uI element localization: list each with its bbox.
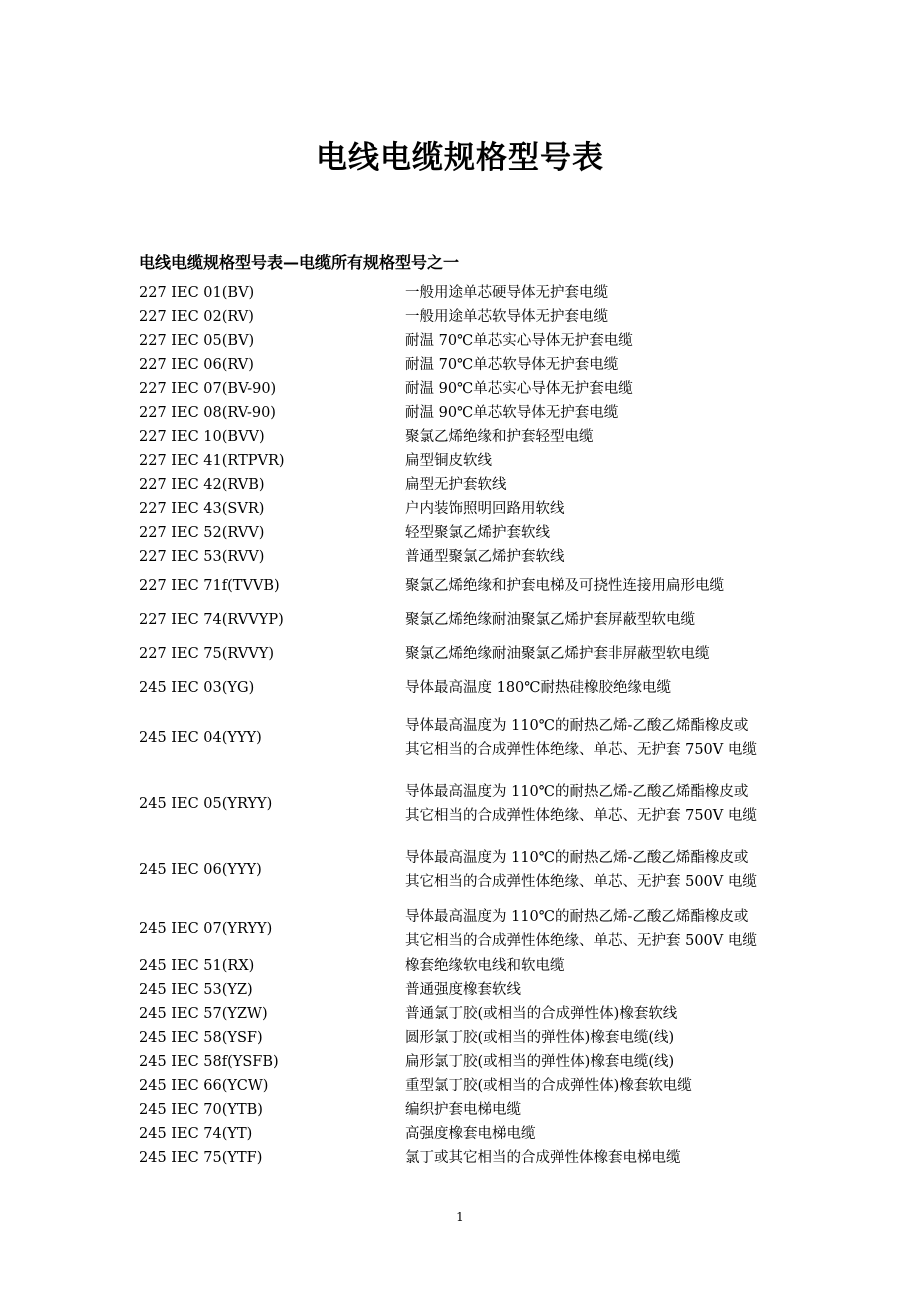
table-row [139, 903, 799, 954]
table-row [139, 837, 799, 903]
cable-description [405, 521, 799, 545]
cable-description-line: 其它相当的合成弹性体绝缘、单芯、无护套 750V 电缆 [405, 808, 757, 824]
cable-model: 227 IEC 05(BV) [139, 333, 255, 349]
cable-model: 245 IEC 07(YRYY) [139, 920, 273, 937]
cable-description-line: 氯丁或其它相当的合成弹性体橡套电梯电缆 [405, 1150, 681, 1166]
table-row [139, 545, 799, 569]
page-number: 1 [456, 1210, 464, 1224]
cable-spec-table [139, 281, 799, 1170]
cable-model: 245 IEC 57(YZW) [139, 1006, 268, 1022]
table-row [139, 425, 799, 449]
cable-description [405, 1074, 799, 1098]
cable-model: 245 IEC 53(YZ) [139, 982, 253, 998]
table-row [139, 671, 799, 705]
cable-description-line: 一般用途单芯软导体无护套电缆 [405, 309, 608, 325]
cable-description-line: 扁形氯丁胶(或相当的弹性体)橡套电缆(线) [405, 1054, 675, 1070]
cable-model: 227 IEC 41(RTPVR) [139, 453, 285, 469]
cable-model: 245 IEC 06(YYY) [139, 862, 262, 878]
cable-description [405, 671, 799, 705]
cable-description [405, 377, 799, 401]
table-row [139, 497, 799, 521]
table-row [139, 637, 799, 671]
cable-description-line: 聚氯乙烯绝缘耐油聚氯乙烯护套非屏蔽型软电缆 [405, 646, 710, 662]
cable-description-line: 圆形氯丁胶(或相当的弹性体)橡套电缆(线) [405, 1030, 675, 1046]
cable-spec-table-body [139, 281, 799, 1170]
cable-description [405, 1146, 799, 1170]
cable-model: 227 IEC 74(RVVYP) [139, 612, 284, 628]
table-row [139, 1002, 799, 1026]
cable-description-line: 其它相当的合成弹性体绝缘、单芯、无护套 500V 电缆 [405, 874, 757, 890]
cable-description-line: 导体最高温度为 110℃的耐热乙烯-乙酸乙烯酯橡皮或 [405, 784, 749, 800]
cable-model: 227 IEC 71f(TVVB) [139, 578, 280, 594]
cable-model: 245 IEC 51(RX) [139, 958, 255, 974]
cable-model: 245 IEC 58(YSF) [139, 1030, 263, 1046]
cable-description [405, 603, 799, 637]
table-row [139, 401, 799, 425]
cable-description [405, 1098, 799, 1122]
cable-description [405, 837, 799, 903]
cable-description [405, 978, 799, 1002]
cable-model: 227 IEC 52(RVV) [139, 525, 265, 541]
table-row [139, 1122, 799, 1146]
cable-model: 227 IEC 53(RVV) [139, 549, 265, 565]
cable-description [405, 401, 799, 425]
cable-model: 227 IEC 42(RVB) [139, 477, 265, 493]
cable-description-line: 普通氯丁胶(或相当的合成弹性体)橡套软线 [405, 1006, 678, 1022]
table-row [139, 377, 799, 401]
table-row [139, 603, 799, 637]
cable-description-line: 一般用途单芯硬导体无护套电缆 [405, 285, 608, 301]
table-row [139, 978, 799, 1002]
cable-description [405, 771, 799, 837]
cable-model: 245 IEC 70(YTB) [139, 1102, 263, 1118]
cable-description [405, 329, 799, 353]
cable-description-line: 高强度橡套电梯电缆 [405, 1126, 536, 1142]
cable-description [405, 425, 799, 449]
cable-description-line: 耐温 70℃单芯实心导体无护套电缆 [405, 333, 633, 349]
table-row [139, 1098, 799, 1122]
cable-model: 227 IEC 08(RV-90) [139, 405, 276, 421]
table-row [139, 1074, 799, 1098]
table-row [139, 449, 799, 473]
table-row [139, 705, 799, 771]
cable-description-line: 导体最高温度为 110℃的耐热乙烯-乙酸乙烯酯橡皮或 [405, 850, 749, 866]
cable-model: 245 IEC 58f(YSFB) [139, 1054, 279, 1070]
cable-model: 245 IEC 03(YG) [139, 680, 255, 696]
cable-description-line: 橡套绝缘软电线和软电缆 [405, 958, 565, 974]
table-row [139, 954, 799, 978]
table-row [139, 1050, 799, 1074]
table-row [139, 305, 799, 329]
cable-model: 227 IEC 01(BV) [139, 285, 255, 301]
cable-description-line: 轻型聚氯乙烯护套软线 [405, 525, 550, 541]
cable-description [405, 473, 799, 497]
cable-description-line: 扁型无护套软线 [405, 477, 507, 493]
cable-description-line: 聚氯乙烯绝缘和护套轻型电缆 [405, 429, 594, 445]
cable-description-line: 户内装饰照明回路用软线 [405, 501, 565, 517]
table-row [139, 473, 799, 497]
cable-model: 245 IEC 75(YTF) [139, 1150, 263, 1166]
table-row [139, 569, 799, 603]
cable-model: 227 IEC 02(RV) [139, 309, 254, 325]
table-row [139, 329, 799, 353]
cable-description-line: 重型氯丁胶(或相当的合成弹性体)橡套软电缆 [405, 1078, 692, 1094]
cable-description-line: 导体最高温度 180℃耐热硅橡胶绝缘电缆 [405, 680, 672, 696]
cable-description [405, 1002, 799, 1026]
cable-description-line: 普通型聚氯乙烯护套软线 [405, 549, 565, 565]
cable-description-line: 扁型铜皮软线 [405, 453, 492, 469]
table-row [139, 353, 799, 377]
cable-description-line: 其它相当的合成弹性体绝缘、单芯、无护套 500V 电缆 [405, 932, 757, 949]
cable-model: 227 IEC 10(BVV) [139, 429, 265, 445]
cable-description-line: 其它相当的合成弹性体绝缘、单芯、无护套 750V 电缆 [405, 742, 757, 758]
cable-description-line: 编织护套电梯电缆 [405, 1102, 521, 1118]
cable-description-line: 普通强度橡套软线 [405, 982, 521, 998]
cable-description [405, 1026, 799, 1050]
table-row [139, 281, 799, 305]
cable-description-line: 耐温 90℃单芯软导体无护套电缆 [405, 405, 619, 421]
cable-description [405, 1050, 799, 1074]
section-heading: 电线电缆规格型号表—电缆所有规格型号之一 [139, 253, 460, 272]
table-row [139, 771, 799, 837]
cable-description [405, 449, 799, 473]
cable-description [405, 705, 799, 771]
cable-model: 245 IEC 66(YCW) [139, 1078, 269, 1094]
cable-model: 245 IEC 05(YRYY) [139, 796, 273, 812]
cable-description [405, 569, 799, 603]
cable-description-line: 聚氯乙烯绝缘耐油聚氯乙烯护套屏蔽型软电缆 [405, 612, 695, 628]
cable-model: 245 IEC 74(YT) [139, 1126, 253, 1142]
table-row [139, 1146, 799, 1170]
cable-description-line: 聚氯乙烯绝缘和护套电梯及可挠性连接用扁形电缆 [405, 578, 724, 594]
cable-description [405, 637, 799, 671]
cable-description [405, 353, 799, 377]
cable-description-line: 耐温 90℃单芯实心导体无护套电缆 [405, 381, 633, 397]
table-row [139, 1026, 799, 1050]
cable-description-line: 耐温 70℃单芯软导体无护套电缆 [405, 357, 619, 373]
cable-description-line: 导体最高温度为 110℃的耐热乙烯-乙酸乙烯酯橡皮或 [405, 718, 749, 734]
cable-description [405, 305, 799, 329]
cable-model: 227 IEC 43(SVR) [139, 501, 265, 517]
cable-description [405, 903, 799, 954]
cable-description [405, 545, 799, 569]
cable-model: 227 IEC 07(BV-90) [139, 381, 277, 397]
cable-description [405, 1122, 799, 1146]
cable-model: 227 IEC 75(RVVY) [139, 646, 274, 662]
cable-description-line: 导体最高温度为 110℃的耐热乙烯-乙酸乙烯酯橡皮或 [405, 908, 749, 925]
cable-description [405, 281, 799, 305]
cable-description [405, 954, 799, 978]
cable-model: 245 IEC 04(YYY) [139, 730, 262, 746]
cable-model: 227 IEC 06(RV) [139, 357, 254, 373]
document-title: 电线电缆规格型号表 [316, 140, 604, 176]
table-row [139, 521, 799, 545]
cable-description [405, 497, 799, 521]
